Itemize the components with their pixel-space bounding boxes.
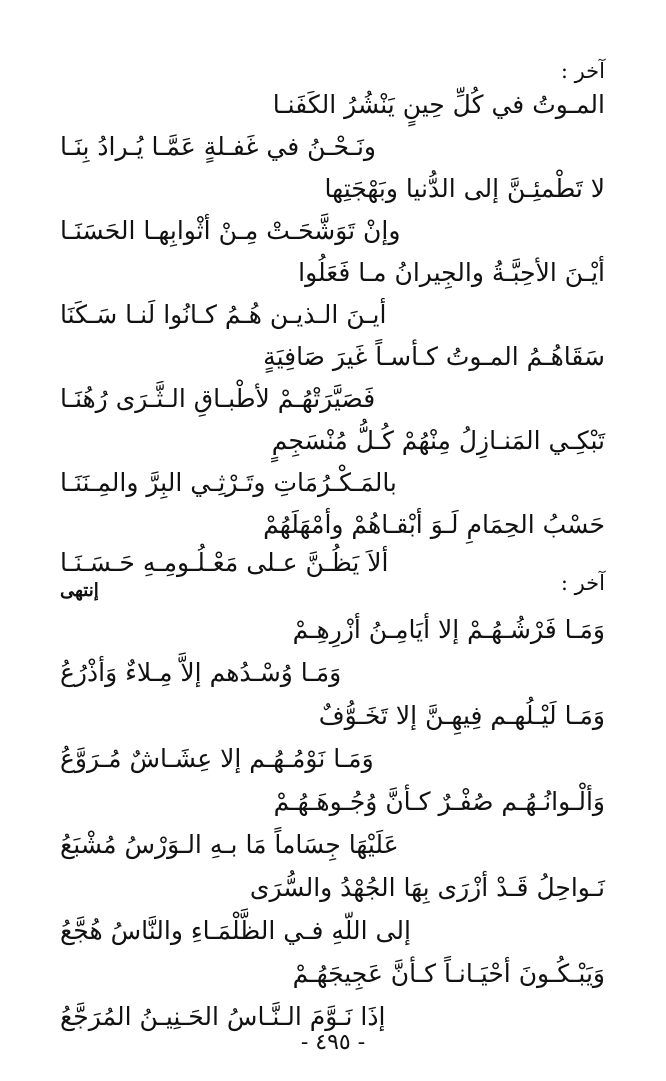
section-2-verse-7: نَـواحِلُ قَـدْ أزْرَى بِهَا الجُهْدُ والسُّرَى: [249, 873, 605, 902]
section-1-verse-5: أيْـنَ الأحِبَّـةُ والجِيرانُ مـا فَعَلُوا: [298, 258, 605, 287]
section-1-verse-7: سَقَاهُـمُ المـوتُ كـأسـاً غَيرَ صَافِيَةٍ: [263, 342, 605, 371]
section-1-verse-10: بالمَـكْـرُمَاتِ وتَـرْثِـي البِرَّ والمِـنَنَـا: [60, 468, 397, 497]
page-number: - ٤٩٥ -: [300, 1030, 366, 1055]
end-mark: إنتهى: [60, 580, 99, 601]
section-1-verse-1: المـوتُ في كُلِّ حِينٍ يَنْشُرُ الكَفَنـا: [272, 90, 605, 119]
section-1-header: آخر :: [560, 59, 605, 83]
section-1-verse-12: ألاَ يَظُـنَّ عـلى مَعْـلُـومِـهِ حَـسَـنَـا: [60, 548, 389, 577]
section-1-verse-9: تَبْكِـي المَنـازِلُ مِنْهُمْ كُـلُّ مُنْسَجِمٍ: [271, 426, 605, 455]
section-2-verse-8: إلى اللّهِ فـي الظَّلْمَـاءِ والنَّاسُ هُجَّعُ: [60, 916, 411, 945]
section-1-verse-6: أيـنَ الـذيـن هُـمُ كـانُوا لَنـا سَـكَنَا: [60, 300, 387, 329]
section-2-verse-4: وَمَـا نَوْمُـهُـم إلا عِشَـاشٌ مُـرَوَّعُ: [60, 744, 374, 773]
section-1-verse-3: لا تَطْمئِـنَّ إلى الدُّنيا وبَهْجَتِها: [324, 174, 605, 203]
section-1-verse-8: فَصَيَّرَتْهُـمْ لأطْبـاقِ الـثَّـرَى رُهُنَـا: [60, 384, 376, 413]
section-1-verse-4: وإنْ تَوَشَّحَـتْ مِـنْ أثْوابِهـا الحَسَنَـا: [60, 216, 401, 245]
section-2-header: آخر :: [560, 571, 605, 595]
section-2-verse-5: وَألْـوانُـهُـم صُفْـرٌ كـأنَّ وُجُـوهَـهُـمْ: [273, 787, 605, 816]
poetry-page: [60, 48, 605, 1048]
section-1-verse-11: حَسْبُ الحِمَامِ لَـوَ أبْقـاهُمْ وأمْهَلَهُمْ: [263, 510, 605, 539]
section-2-verse-3: وَمَـا لَيْـلُهـم فِيهِـنَّ إلا تَخَـوُّفٌ: [318, 701, 605, 730]
section-2-verse-10: إذَا نَـوَّمَ الـنَّـاسُ الحَـنِيـنُ المُرَجَّعُ: [60, 1002, 386, 1031]
section-2-verse-6: عَلَيْهَا جِسَاماً مَا بـهِ الـوَرْسُ مُشْبَعُ: [60, 830, 399, 859]
section-2-verse-1: وَمَـا فَرْشُـهُـمْ إلا أيَامِـنُ أزْرِهِـمْ: [292, 615, 605, 644]
section-1-verse-2: ونَـحْـنُ في غَفـلةٍ عَمَّـا يُـرادُ بِنَـا: [60, 132, 377, 161]
section-2-verse-9: وَيَبْـكُـونَ أحْيَـانـاً كـأنَّ عَجِيجَهُـمْ: [292, 959, 605, 988]
section-2-verse-2: وَمَـا وُسْـدُهم إلاَّ مِـلاءٌ وَأذْرُعُ: [60, 658, 342, 687]
